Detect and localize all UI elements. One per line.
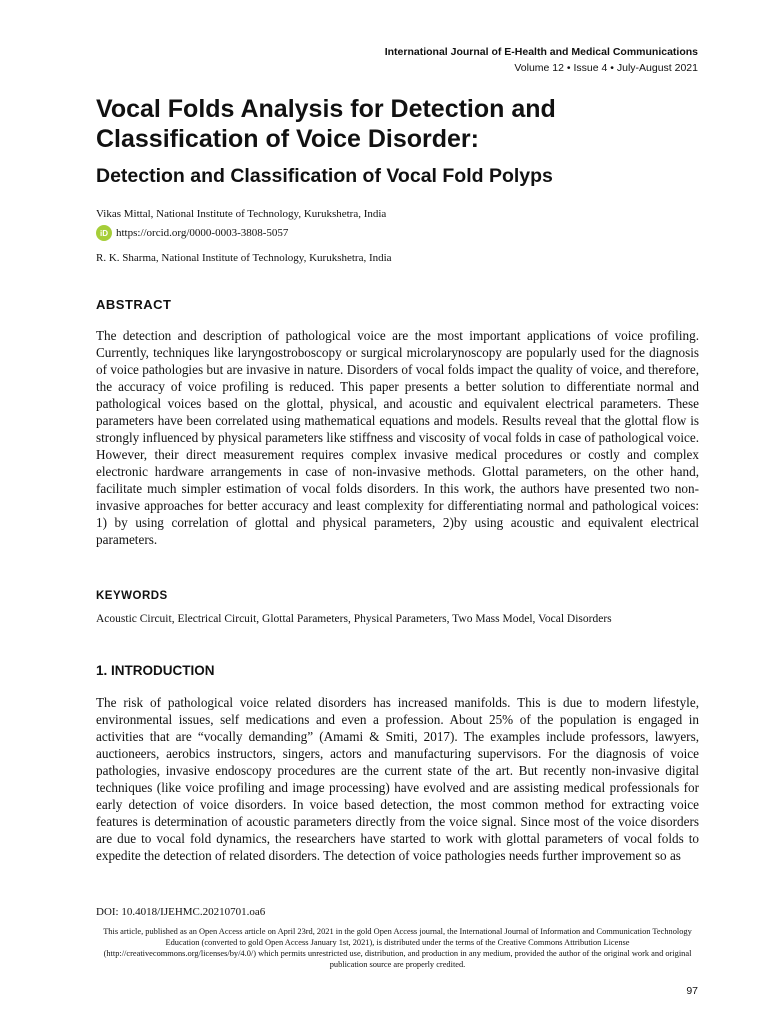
abstract-heading: ABSTRACT	[96, 297, 172, 312]
license-notice: This article, published as an Open Access article on April 23rd, 2021 in the gold Open Access journal, the International Journal of Information and Communication Technology Education (converted to gold Open Access January 1st, 2021), is distributed under the terms of the Creative Commons Attribution License (http://creativecommons.org/licenses/by/4.0/) which permits unrestricted use, distribution, and production in any medium, provided the author of the original work and original publication source are properly credited.	[103, 927, 692, 969]
abstract-text: The detection and description of pathological voice are the most important applications of voice profiling. Currently, techniques like laryngostroboscopy or surgical microlarynoscopy are popularly used for the diagnosis of voice pathologies but are invasive in nature. Disorders of vocal folds impact the quality of voice, and therefore, the accuracy of voice profiling is reduced. This paper presents a better solution to differentiate normal and pathological voices based on the glottal, physical, and acoustic and equivalent electrical parameters. These parameters have been correlated using mathematical equations and models. Results reveal that the glottal flow is strongly influenced by physical parameters like stiffness and viscosity of vocal folds in case of pathological voice. However, their direct measurement requires complex invasive medical procedures or costly and complex electronic hardware arrangements in case of non-invasive methods. Glottal parameters, on the other hand, facilitate much simpler estimation of vocal folds disorders. In this work, the authors have presented two non-invasive approaches for better accuracy and least complexity for differentiating normal and pathological voices: 1) by using correlation of glottal and physical parameters, 2)by using acoustic and equivalent electrical parameters.	[96, 328, 699, 547]
journal-name: International Journal of E-Health and Medical Communications	[384, 46, 698, 58]
keywords-text: Acoustic Circuit, Electrical Circuit, Glottal Parameters, Physical Parameters, Two Mass Model, Vocal Disorders	[96, 613, 612, 625]
doi: DOI: 10.4018/IJEHMC.20210701.oa6	[96, 906, 266, 918]
paper-title: Vocal Folds Analysis for Detection and Classification of Voice Disorder:	[96, 95, 556, 153]
introduction-text: The risk of pathological voice related disorders has increased manifolds. This is due to modern lifestyle, environmental issues, self medications and even a profession. About 25% of the population is engaged in activities that are “vocally demanding” (Amami & Smiti, 2017). The examples include professors, lawyers, auctioneers, aerobics instructors, singers, actors and manufacturing supervisors. For the diagnosis of voice pathologies, invasive endoscopy procedures are the current state of the art. But recently non-invasive digital techniques (like voice profiling and image processing) have evolved and are assisting medical professionals for early detection of voice disorders. In voice based detection, the most common method for extracting voice features is determination of acoustic parameters directly from the voice signal. Since most of the voice disorders are due to vocal fold dynamics, the researchers have started to work with glottal parameters of vocal folds to expedite the detection of related disorders. The detection of voice pathologies needs further improvement so as	[96, 695, 699, 863]
orcid-link[interactable]: https://orcid.org/0000-0003-3808-5057	[116, 227, 289, 239]
journal-header	[385, 44, 698, 76]
page-number: 97	[686, 985, 698, 997]
journal-issue: Volume 12 • Issue 4 • July-August 2021	[514, 62, 698, 74]
author-2: R. K. Sharma, National Institute of Technology, Kurukshetra, India	[96, 252, 392, 264]
author-1: Vikas Mittal, National Institute of Technology, Kurukshetra, India	[96, 208, 387, 220]
paper-subtitle: Detection and Classification of Vocal Fold Polyps	[96, 165, 553, 187]
introduction-heading: 1. INTRODUCTION	[96, 663, 215, 678]
keywords-heading: KEYWORDS	[96, 590, 168, 602]
orcid-icon: iD	[96, 225, 112, 241]
orcid-row	[96, 224, 288, 242]
